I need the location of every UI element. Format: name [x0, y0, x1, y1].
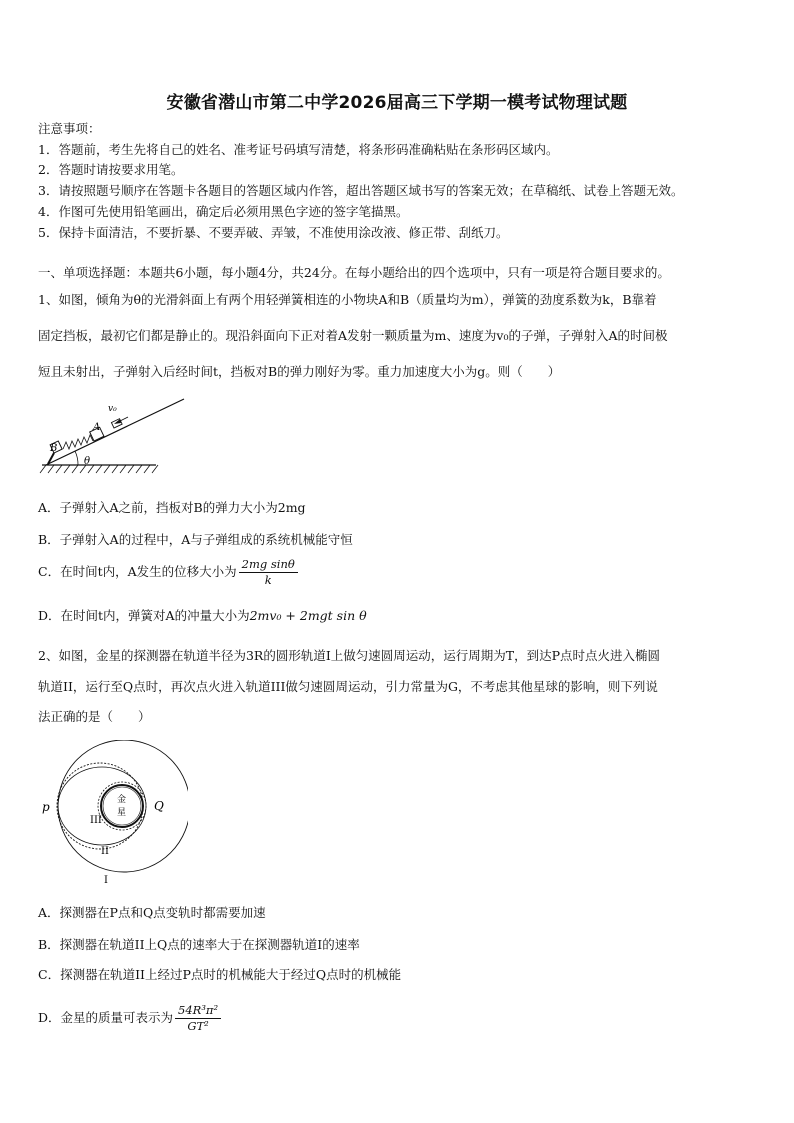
q2-option-d-numerator: 54R³π²	[175, 1004, 221, 1019]
notice-item-1: 1．答题前，考生先将自己的姓名、准考证号码填写清楚，将条形码准确粘贴在条形码区域内。	[38, 142, 559, 157]
q2-option-b: B．探测器在轨道II上Q点的速率大于在探测器轨道I的速率	[38, 937, 360, 952]
q2-option-d-fraction	[175, 1004, 221, 1033]
q1-option-c-fraction	[239, 558, 298, 587]
q2-option-a: A．探测器在P点和Q点变轨时都需要加速	[38, 905, 266, 920]
q2-fig-label-orbit2: II	[101, 846, 109, 857]
q2-orbit-figure	[38, 740, 188, 890]
q1-option-d-text: D．在时间t内，弹簧对A的冲量大小为	[38, 608, 250, 623]
q1-incline-figure	[38, 395, 188, 480]
q2-option-c: C．探测器在轨道II上经过P点时的机械能大于经过Q点时的机械能	[38, 967, 402, 982]
q2-fig-planet-top: 金	[117, 795, 127, 805]
q1-option-d-expression: 2mv₀ + 2mgt sin θ	[249, 608, 367, 623]
q1-fig-label-v0: v₀	[108, 404, 117, 414]
q1-option-a: A．子弹射入A之前，挡板对B的弹力大小为2mg	[38, 500, 306, 515]
q2-fig-label-orbit3: III	[90, 815, 102, 826]
q1-fig-label-b: B	[50, 443, 58, 454]
q1-option-b: B．子弹射入A的过程中，A与子弹组成的系统机械能守恒	[38, 532, 353, 547]
q1-fig-label-a: A	[93, 422, 101, 433]
notice-item-3: 3．请按照题号顺序在答题卡各题目的答题区域内作答，超出答题区域书写的答案无效；在草稿纸、试卷上答题无效。	[38, 183, 684, 198]
exam-title: 安徽省潜山市第二中学2026届高三下学期一模考试物理试题	[166, 93, 628, 113]
notice-item-4: 4．作图可先使用铅笔画出，确定后必须用黑色字迹的签字笔描黑。	[38, 204, 409, 219]
q1-line-3: 短且未射出，子弹射入后经时间t，挡板对B的弹力刚好为零。重力加速度大小为g。则（ ）	[38, 364, 561, 379]
q1-fig-label-theta: θ	[84, 456, 91, 467]
q2-line-1: 2、如图，金星的探测器在轨道半径为3R的圆形轨道I上做匀速圆周运动，运行周期为T，到达P点时点火进入椭圆	[38, 648, 661, 663]
q2-option-d-text: D．金星的质量可表示为	[38, 1010, 174, 1025]
q1-line-1: 1、如图，倾角为θ的光滑斜面上有两个用轻弹簧相连的小物块A和B（质量均为m），弹簧的劲度系数为k，B靠着	[38, 292, 657, 307]
q2-fig-label-orbit1: I	[104, 875, 108, 886]
q1-option-c-numerator: 2mg sinθ	[239, 558, 298, 573]
q1-line-2: 固定挡板，最初它们都是静止的。现沿斜面向下正对着A发射一颗质量为m、速度为v₀的子弹，子弹射入A的时间极	[38, 328, 668, 343]
q2-fig-planet-bottom: 星	[117, 808, 127, 818]
notice-heading: 注意事项：	[38, 121, 101, 136]
q2-option-d-denominator: GT²	[187, 1019, 209, 1033]
q2-line-3: 法正确的是（ ）	[38, 709, 151, 724]
q1-option-c-denominator: k	[264, 573, 272, 587]
q1-option-d	[38, 608, 367, 624]
notice-item-5: 5．保持卡面清洁，不要折暴、不要弄破、弄皱，不准使用涂改液、修正带、刮纸刀。	[38, 225, 509, 240]
notice-item-2: 2．答题时请按要求用笔。	[38, 162, 184, 177]
q2-option-d	[38, 1004, 221, 1033]
q2-fig-label-p: p	[42, 800, 50, 814]
q2-line-2: 轨道II，运行至Q点时，再次点火进入轨道III做匀速圆周运动，引力常量为G，不考虑其他星球的影响，则下列说	[38, 679, 658, 694]
q2-fig-label-q: Q	[154, 799, 164, 813]
q1-option-c-text: C．在时间t内，A发生的位移大小为	[38, 564, 237, 579]
q1-option-c	[38, 558, 298, 587]
section-heading: 一、单项选择题：本题共6小题，每小题4分，共24分。在每小题给出的四个选项中，只有一项是符合题目要求的。	[38, 265, 670, 280]
